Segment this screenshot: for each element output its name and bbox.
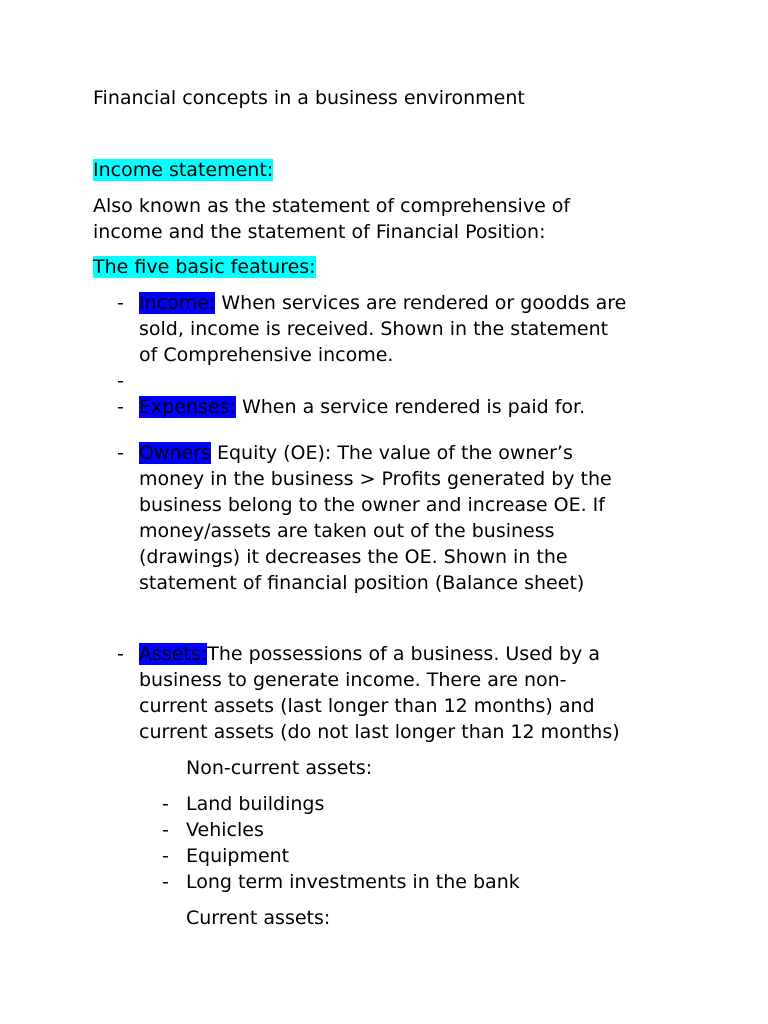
- feature-income-line2: sold, income is received. Shown in the statement: [139, 318, 609, 340]
- feature-owners-equity-text1: Equity (OE): The value of the owner’s: [210, 442, 573, 464]
- feature-owners-equity-line1: [139, 440, 679, 466]
- feature-assets-line2: business to generate income. There are non-: [139, 669, 567, 691]
- feature-income-text1: When services are rendered or goodds are: [215, 292, 627, 314]
- feature-assets-line4: current assets (do not last longer than 12 months): [139, 721, 620, 743]
- list-item-text: Vehicles: [186, 819, 264, 841]
- bullet-dash: -: [117, 442, 124, 464]
- feature-owners-equity-line3: business belong to the owner and increase OE. If: [139, 494, 605, 516]
- income-statement-description-line1: Also known as the statement of comprehensive of: [93, 195, 571, 217]
- bullet-dash: -: [117, 370, 124, 392]
- feature-assets-body: [139, 641, 679, 745]
- feature-owners-equity-body: [139, 440, 679, 596]
- features-heading: [93, 254, 316, 280]
- income-statement-heading-text: Income statement:: [93, 159, 274, 181]
- bullet-dash: -: [162, 845, 169, 867]
- feature-expenses-term: Expenses:: [139, 396, 236, 418]
- feature-owners-equity-line6: statement of financial position (Balance sheet): [139, 572, 585, 594]
- income-statement-heading: [93, 157, 273, 183]
- feature-owners-equity-line2: money in the business > Profits generated by the: [139, 468, 612, 490]
- feature-assets-text1: The possessions of a business. Used by a: [207, 643, 600, 665]
- non-current-assets-heading: Non-current assets:: [186, 757, 373, 779]
- feature-income-term: Income:: [139, 292, 216, 314]
- document-title: Financial concepts in a business environment: [93, 87, 525, 109]
- bullet-dash: -: [162, 819, 169, 841]
- feature-income-line1: [139, 290, 679, 316]
- bullet-dash: -: [117, 643, 124, 665]
- feature-owners-equity-line5: (drawings) it decreases the OE. Shown in the: [139, 546, 568, 568]
- bullet-dash: -: [117, 396, 124, 418]
- list-item-text: Long term investments in the bank: [186, 871, 520, 893]
- feature-expenses-line1: [139, 394, 679, 420]
- income-statement-description-line2: income and the statement of Financial Position:: [93, 221, 546, 243]
- feature-income-body: [139, 290, 679, 368]
- list-item-text: Land buildings: [186, 793, 325, 815]
- feature-expenses-body: [139, 394, 679, 420]
- bullet-dash: -: [117, 292, 124, 314]
- feature-assets-line1: [139, 641, 679, 667]
- feature-assets-line3: current assets (last longer than 12 months) and: [139, 695, 595, 717]
- bullet-dash: -: [162, 871, 169, 893]
- feature-owners-equity-term: Owners: [139, 442, 211, 464]
- feature-expenses-text1: When a service rendered is paid for.: [235, 396, 586, 418]
- features-heading-text: The five basic features:: [93, 256, 316, 278]
- bullet-dash: -: [162, 793, 169, 815]
- feature-assets-term: Assets:: [139, 643, 208, 665]
- current-assets-heading: Current assets:: [186, 907, 331, 929]
- feature-owners-equity-line4: money/assets are taken out of the business: [139, 520, 555, 542]
- list-item-text: Equipment: [186, 845, 290, 867]
- feature-income-line3: of Comprehensive income.: [139, 344, 394, 366]
